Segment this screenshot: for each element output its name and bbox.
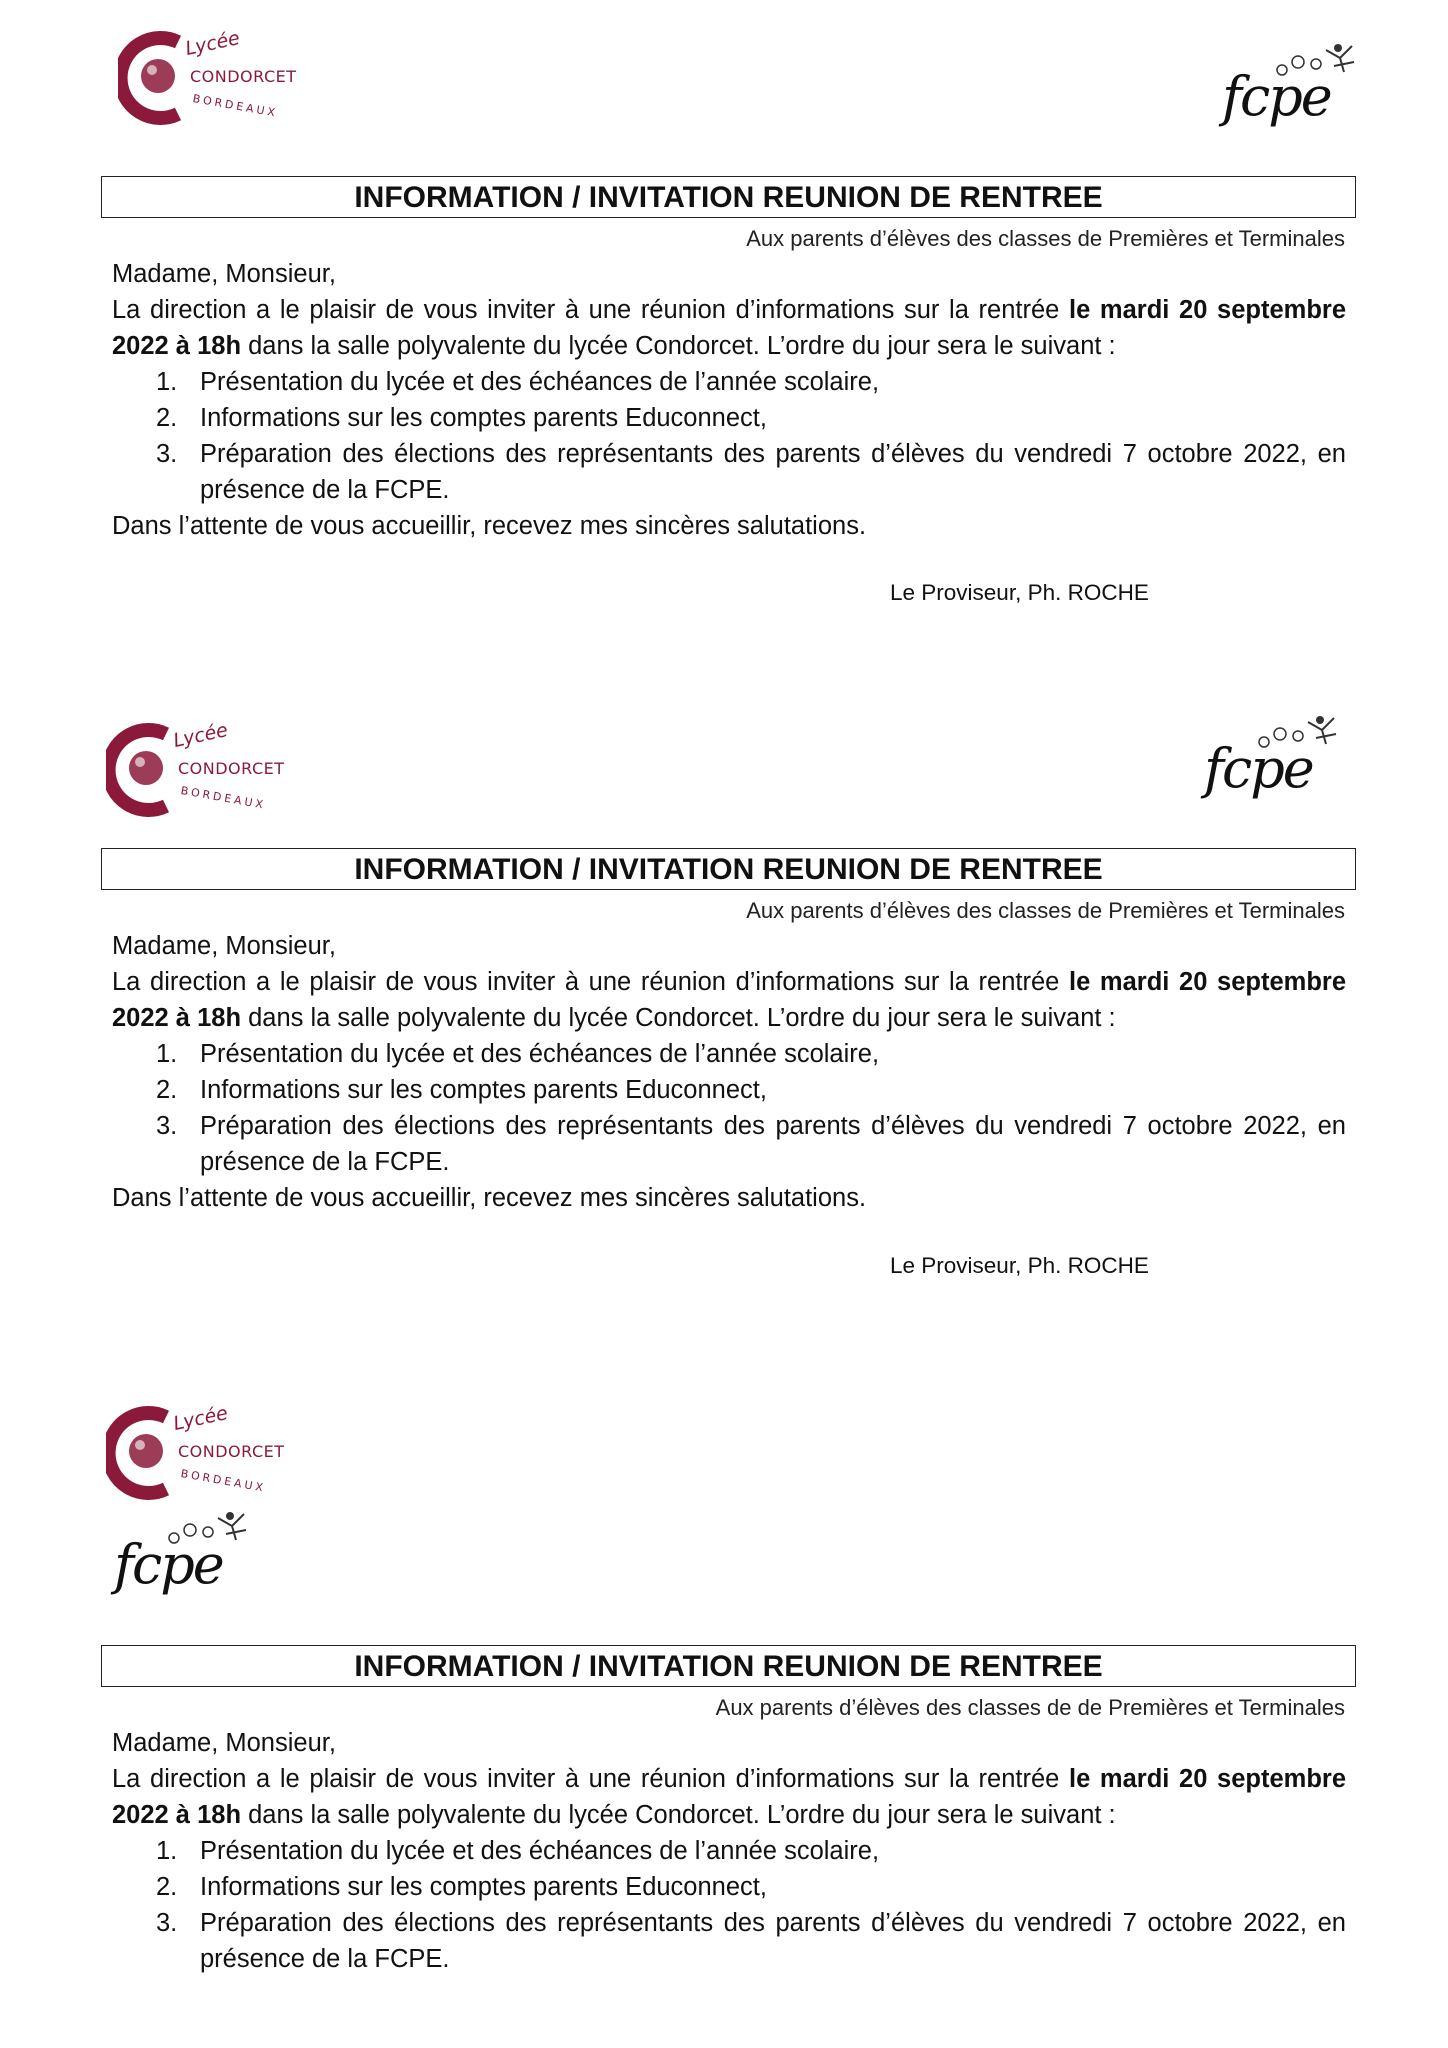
audience-line: Aux parents d’élèves des classes de de Premières et Terminales: [715, 1695, 1345, 1720]
agenda-number: 2.: [156, 404, 178, 432]
fcpe-wordmark: fcpe: [1222, 65, 1331, 128]
intro-text-end: dans la salle polyvalente du lycée Condorcet. L’ordre du jour sera le suivant :: [241, 1801, 1116, 1829]
agenda-text: Préparation des élections des représentants des parents d’élèves du vendredi 7 octobre 2022, en présence de la FCPE.: [200, 1909, 1346, 1973]
agenda-number: 1.: [156, 1837, 178, 1865]
agenda-text: Préparation des élections des représentants des parents d’élèves du vendredi 7 octobre 2022, en présence de la FCPE.: [200, 1112, 1346, 1176]
agenda-item: [112, 1072, 1346, 1108]
intro-text: La direction a le plaisir de vous inviter à une réunion d’informations sur la rentrée: [112, 968, 1070, 996]
agenda-text: Présentation du lycée et des échéances de l’année scolaire,: [200, 368, 880, 396]
intro-paragraph: [112, 1761, 1346, 1833]
fcpe-logo: [1204, 716, 1354, 816]
fcpe-logo: [1222, 44, 1372, 144]
agenda-text: Informations sur les comptes parents Educonnect,: [200, 404, 767, 432]
title-box: [101, 1645, 1356, 1687]
greeting: Madame, Monsieur,: [112, 260, 336, 288]
agenda-item: [112, 1833, 1346, 1869]
lycee-condorcet-logo: [106, 719, 306, 822]
agenda-item: [112, 1036, 1346, 1072]
letter-body: [112, 1725, 1346, 1977]
notice-title: INFORMATION / INVITATION REUNION DE RENTREE: [354, 1650, 1103, 1683]
meeting-date: le mardi 20 septembre 2022 à 18h: [112, 296, 1347, 360]
agenda-number: 3.: [156, 440, 178, 468]
intro-text: La direction a le plaisir de vous inviter à une réunion d’informations sur la rentrée: [112, 1765, 1070, 1793]
fcpe-logo: [114, 1512, 264, 1612]
intro-paragraph: [112, 292, 1346, 364]
agenda-number: 2.: [156, 1873, 178, 1901]
agenda-number: 2.: [156, 1076, 178, 1104]
signature: Le Proviseur, Ph. ROCHE: [890, 1253, 1149, 1278]
signature: Le Proviseur, Ph. ROCHE: [890, 580, 1149, 605]
lycee-condorcet-logo: [118, 27, 318, 130]
agenda-item: [112, 1869, 1346, 1905]
fcpe-wordmark: fcpe: [1204, 737, 1313, 800]
fcpe-wordmark: fcpe: [114, 1533, 223, 1596]
title-box: [101, 176, 1356, 218]
agenda-text: Présentation du lycée et des échéances de l’année scolaire,: [200, 1837, 880, 1865]
intro-text: La direction a le plaisir de vous inviter à une réunion d’informations sur la rentrée: [112, 296, 1070, 324]
letter-body: [112, 256, 1346, 544]
notice-title: INFORMATION / INVITATION REUNION DE RENTREE: [354, 853, 1103, 886]
lycee-condorcet-logo: [106, 1402, 306, 1505]
agenda-number: 3.: [156, 1909, 178, 1937]
audience-line: Aux parents d’élèves des classes de Premières et Terminales: [746, 898, 1345, 923]
agenda-item: [112, 400, 1346, 436]
greeting: Madame, Monsieur,: [112, 1729, 336, 1757]
agenda-list: [112, 1833, 1346, 1977]
agenda-text: Présentation du lycée et des échéances de l’année scolaire,: [200, 1040, 880, 1068]
city-label: BORDEAUX: [191, 92, 279, 120]
agenda-number: 1.: [156, 368, 178, 396]
agenda-item: [112, 436, 1346, 508]
lycee-label: Lycée: [171, 719, 230, 752]
meeting-date: le mardi 20 septembre 2022 à 18h: [112, 968, 1347, 1032]
greeting: Madame, Monsieur,: [112, 932, 336, 960]
lycee-label: Lycée: [183, 27, 242, 60]
agenda-item: [112, 1108, 1346, 1180]
lycee-label: Lycée: [171, 1402, 230, 1435]
audience-line: Aux parents d’élèves des classes de Premières et Terminales: [746, 226, 1345, 251]
agenda-text: Préparation des élections des représentants des parents d’élèves du vendredi 7 octobre 2022, en présence de la FCPE.: [200, 440, 1346, 504]
school-name-label: CONDORCET: [178, 1442, 285, 1461]
school-name-label: CONDORCET: [178, 759, 285, 778]
city-label: BORDEAUX: [179, 784, 267, 812]
agenda-item: [112, 1905, 1346, 1977]
city-label: BORDEAUX: [179, 1467, 267, 1495]
intro-text-end: dans la salle polyvalente du lycée Condorcet. L’ordre du jour sera le suivant :: [241, 1004, 1116, 1032]
closing-line: Dans l’attente de vous accueillir, recevez mes sincères salutations.: [112, 1184, 867, 1212]
intro-paragraph: [112, 964, 1346, 1036]
closing-line: Dans l’attente de vous accueillir, recevez mes sincères salutations.: [112, 512, 867, 540]
agenda-text: Informations sur les comptes parents Educonnect,: [200, 1076, 767, 1104]
school-name-label: CONDORCET: [190, 67, 297, 86]
meeting-date: le mardi 20 septembre 2022 à 18h: [112, 1765, 1347, 1829]
agenda-text: Informations sur les comptes parents Educonnect,: [200, 1873, 767, 1901]
intro-text-end: dans la salle polyvalente du lycée Condorcet. L’ordre du jour sera le suivant :: [241, 332, 1116, 360]
letter-body: [112, 928, 1346, 1216]
title-box: [101, 848, 1356, 890]
agenda-number: 3.: [156, 1112, 178, 1140]
agenda-list: [112, 1036, 1346, 1180]
agenda-list: [112, 364, 1346, 508]
agenda-number: 1.: [156, 1040, 178, 1068]
notice-title: INFORMATION / INVITATION REUNION DE RENTREE: [354, 181, 1103, 214]
agenda-item: [112, 364, 1346, 400]
